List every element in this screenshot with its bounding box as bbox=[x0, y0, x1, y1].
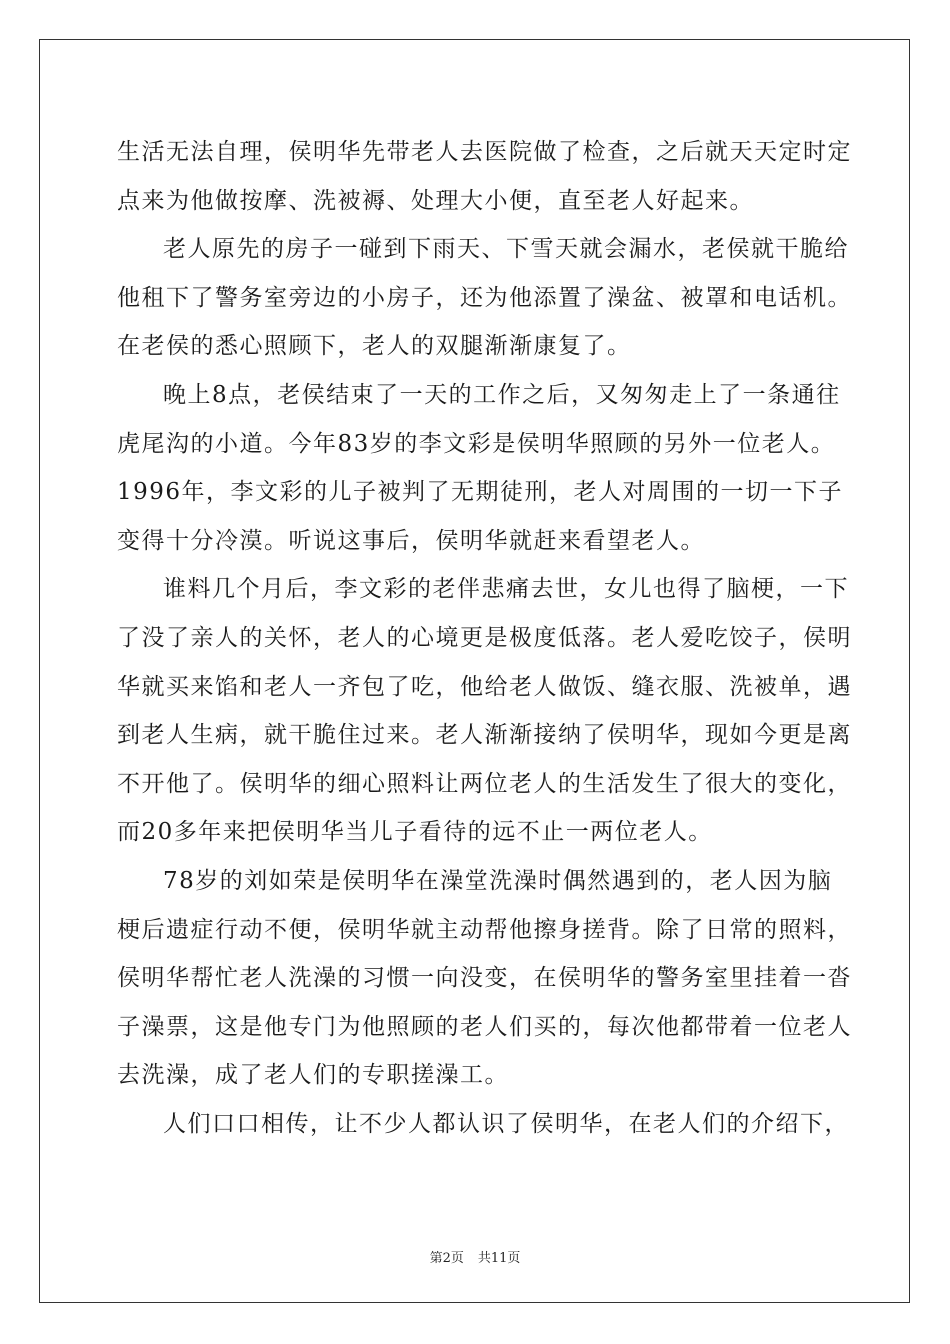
text-line: 华就买来馅和老人一齐包了吃，他给老人做饭、缝衣服、洗被单，遇 bbox=[117, 673, 852, 700]
text-line: 在老侯的悉心照顾下，老人的双腿渐渐康复了。 bbox=[117, 333, 632, 360]
text-line: 虎尾沟的小道。今年83岁的李文彩是侯明华照顾的另外一位老人。 bbox=[117, 430, 836, 457]
text-line: 侯明华帮忙老人洗澡的习惯一向没变，在侯明华的警务室里挂着一沓 bbox=[117, 965, 852, 992]
text-line: 不开他了。侯明华的细心照料让两位老人的生活发生了很大的变化， bbox=[117, 770, 852, 797]
page-total: 共11页 bbox=[477, 1251, 521, 1266]
text-line: 而20多年来把侯明华当儿子看待的远不止一两位老人。 bbox=[117, 819, 713, 846]
text-line: 变得十分冷漠。听说这事后，侯明华就赶来看望老人。 bbox=[117, 527, 705, 554]
text-line: 1996年，李文彩的儿子被判了无期徒刑，老人对周围的一切一下子 bbox=[117, 479, 844, 506]
text-line: 梗后遗症行动不便，侯明华就主动帮他擦身搓背。除了日常的照料， bbox=[117, 916, 852, 943]
text-line: 他租下了警务室旁边的小房子，还为他添置了澡盆、被罩和电话机。 bbox=[117, 284, 852, 311]
text-line: 晚上8点，老侯结束了一天的工作之后，又匆匆走上了一条通往 bbox=[163, 381, 841, 408]
text-line: 谁料几个月后，李文彩的老伴悲痛去世，女儿也得了脑梗，一下 bbox=[163, 576, 849, 603]
text-line: 点来为他做按摩、洗被褥、处理大小便，直至老人好起来。 bbox=[117, 187, 754, 214]
text-line: 老人原先的房子一碰到下雨天、下雪天就会漏水，老侯就干脆给 bbox=[163, 236, 849, 263]
text-line: 去洗澡，成了老人们的专职搓澡工。 bbox=[117, 1062, 509, 1089]
text-line: 到老人生病，就干脆住过来。老人渐渐接纳了侯明华，现如今更是离 bbox=[117, 722, 852, 749]
text-line: 78岁的刘如荣是侯明华在澡堂洗澡时偶然遇到的，老人因为脑 bbox=[163, 867, 833, 894]
page-number: 第2页 bbox=[429, 1251, 464, 1266]
text-line: 人们口口相传，让不少人都认识了侯明华，在老人们的介绍下， bbox=[163, 1110, 849, 1137]
text-line: 子澡票，这是他专门为他照顾的老人们买的，每次他都带着一位老人 bbox=[117, 1013, 852, 1040]
page-footer bbox=[0, 1247, 950, 1266]
text-line: 生活无法自理，侯明华先带老人去医院做了检查，之后就天天定时定 bbox=[117, 139, 852, 165]
document-body bbox=[117, 128, 852, 1148]
text-line: 了没了亲人的关怀，老人的心境更是极度低落。老人爱吃饺子，侯明 bbox=[117, 624, 852, 651]
